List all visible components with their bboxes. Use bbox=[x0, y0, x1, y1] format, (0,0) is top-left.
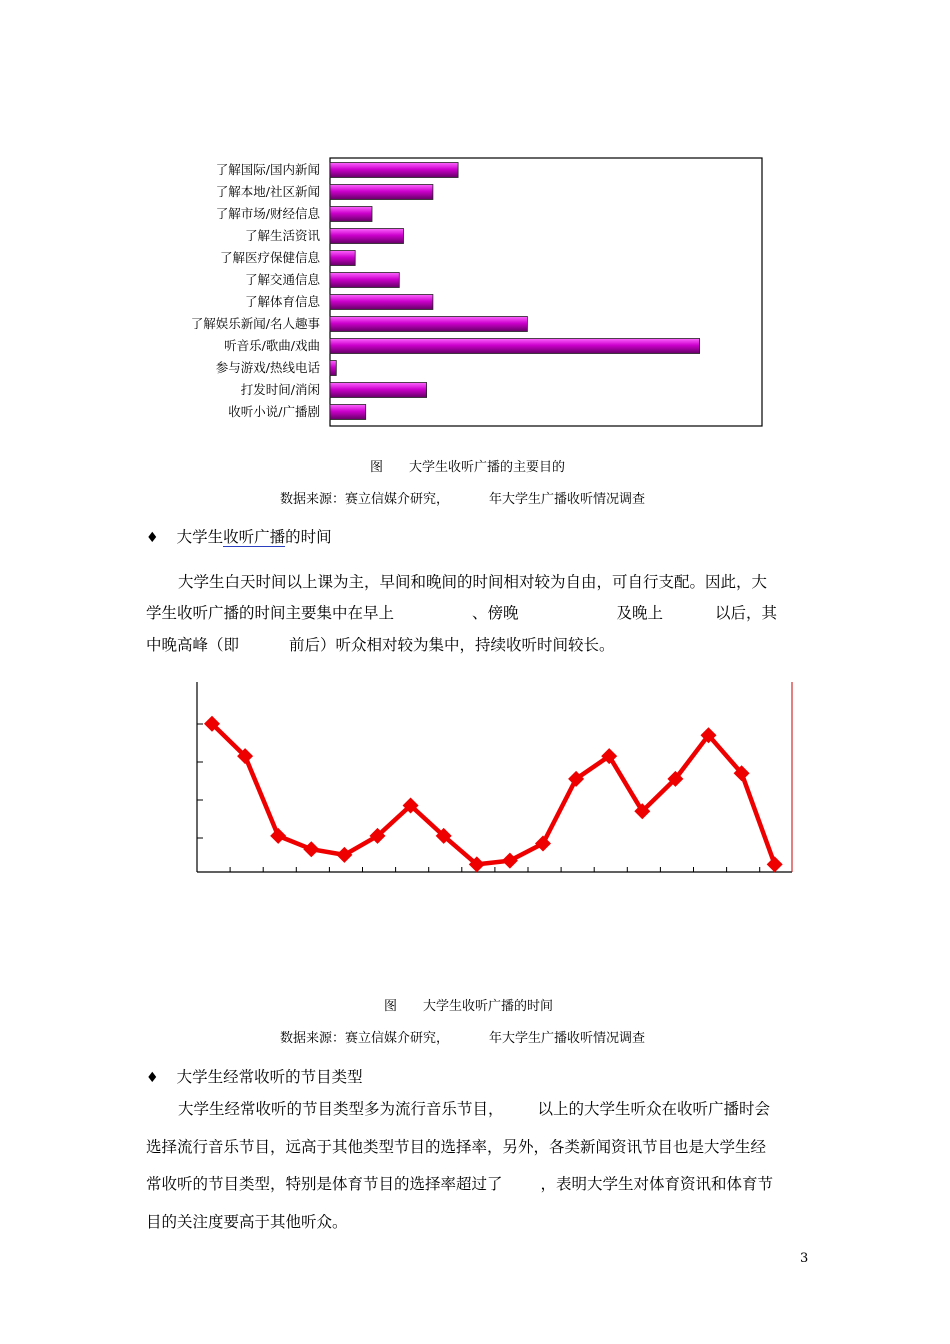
figure1-source bbox=[280, 488, 645, 507]
bar bbox=[330, 207, 372, 222]
page-number: 3 bbox=[800, 1251, 809, 1266]
section2-heading bbox=[146, 1065, 363, 1087]
diamond-bullet-icon: ♦ bbox=[146, 1070, 159, 1086]
figure1-source-suffix: 年大学生广播收听情况调查 bbox=[489, 492, 646, 507]
bar-category-label: 了解娱乐新闻/名人趣事 bbox=[190, 316, 320, 331]
figure2-source-suffix: 年大学生广播收听情况调查 bbox=[489, 1031, 646, 1046]
bar-category-label: 了解交通信息 bbox=[244, 272, 320, 287]
figure2-source bbox=[280, 1027, 645, 1046]
data-point-marker bbox=[502, 853, 518, 869]
bar bbox=[330, 339, 700, 354]
bar bbox=[330, 229, 404, 244]
paragraph2-line1 bbox=[146, 1097, 808, 1119]
paragraph1-line2-a: 学生收听广播的时间主要集中在早上 bbox=[146, 604, 395, 622]
paragraph1-line2 bbox=[146, 601, 808, 623]
section2-title: 大学生经常收听的节目类型 bbox=[176, 1068, 363, 1086]
series-line bbox=[212, 724, 775, 865]
diamond-bullet-icon: ♦ bbox=[146, 530, 159, 546]
bar-category-label: 打发时间/消闲 bbox=[240, 382, 320, 397]
bar-category-label: 听音乐/歌曲/戏曲 bbox=[224, 338, 320, 353]
bar bbox=[330, 295, 433, 310]
paragraph1-line3-b: 前后）听众相对较为集中，持续收听时间较长。 bbox=[289, 636, 615, 654]
figure2-source-prefix: 数据来源：赛立信媒介研究， bbox=[280, 1031, 450, 1046]
bar bbox=[330, 163, 458, 178]
bar-category-label: 了解医疗保健信息 bbox=[219, 250, 320, 265]
figure1-caption-title: 大学生收听广播的主要目的 bbox=[409, 460, 566, 475]
figure1-caption-label: 图 bbox=[370, 460, 384, 475]
paragraph1-line2-c: 及晚上 bbox=[616, 604, 664, 622]
paragraph1-line3-a: 中晚高峰（即 bbox=[146, 636, 240, 654]
paragraph2-line1-b: 以上的大学生听众在收听广播时会 bbox=[537, 1100, 771, 1118]
purpose-bar-chart bbox=[0, 0, 950, 440]
section1-title-link[interactable]: 收听广播 bbox=[223, 528, 286, 546]
bar bbox=[330, 383, 427, 398]
paragraph1-line1: 大学生白天时间以上课为主，早间和晚间的时间相对较为自由，可自行支配。因此，大 bbox=[178, 573, 768, 591]
bar-category-label: 了解市场/财经信息 bbox=[215, 206, 320, 221]
data-point-marker bbox=[270, 828, 286, 844]
bar-category-label: 了解国际/国内新闻 bbox=[215, 162, 320, 177]
paragraph2-line3-b: ，表明大学生对体育资讯和体育节 bbox=[540, 1175, 774, 1193]
figure2-caption-title: 大学生收听广播的时间 bbox=[423, 999, 554, 1014]
paragraph2-line2: 选择流行音乐节目，远高于其他类型节目的选择率，另外，各类新闻资讯节目也是大学生经 bbox=[146, 1138, 767, 1156]
figure2-caption-label: 图 bbox=[384, 999, 398, 1014]
paragraph2-line3 bbox=[146, 1172, 808, 1194]
bar bbox=[330, 251, 355, 266]
listening-time-line-chart bbox=[0, 670, 950, 890]
bar-category-label: 了解本地/社区新闻 bbox=[215, 184, 320, 199]
section1-title-pre: 大学生 bbox=[176, 528, 224, 546]
bar bbox=[330, 185, 433, 200]
paragraph1-line3 bbox=[146, 633, 808, 655]
bar bbox=[330, 361, 336, 376]
data-point-marker bbox=[535, 836, 551, 852]
section1-title-post: 的时间 bbox=[285, 528, 332, 546]
paragraph2-line1-a: 大学生经常收听的节目类型多为流行音乐节目， bbox=[178, 1100, 504, 1118]
figure2-caption bbox=[384, 995, 553, 1014]
data-point-marker bbox=[767, 856, 783, 872]
figure1-source-prefix: 数据来源：赛立信媒介研究， bbox=[280, 492, 450, 507]
bar bbox=[330, 273, 399, 288]
data-point-marker bbox=[303, 841, 319, 857]
bar-category-label: 参与游戏/热线电话 bbox=[215, 360, 320, 375]
paragraph2-line4: 目的关注度要高于其他听众。 bbox=[146, 1213, 348, 1231]
bar-category-label: 了解体育信息 bbox=[244, 294, 320, 309]
section1-heading bbox=[146, 525, 332, 547]
paragraph1-line2-d: 以后，其 bbox=[715, 604, 778, 622]
bar-category-label: 了解生活资讯 bbox=[244, 228, 320, 243]
bar bbox=[330, 405, 366, 420]
bar-category-label: 收听小说/广播剧 bbox=[228, 404, 320, 419]
figure1-caption bbox=[370, 456, 565, 475]
paragraph2-line3-a: 常收听的节目类型，特别是体育节目的选择率超过了 bbox=[146, 1175, 503, 1193]
paragraph1-line2-b: 、傍晚 bbox=[472, 604, 519, 622]
bar bbox=[330, 317, 527, 332]
